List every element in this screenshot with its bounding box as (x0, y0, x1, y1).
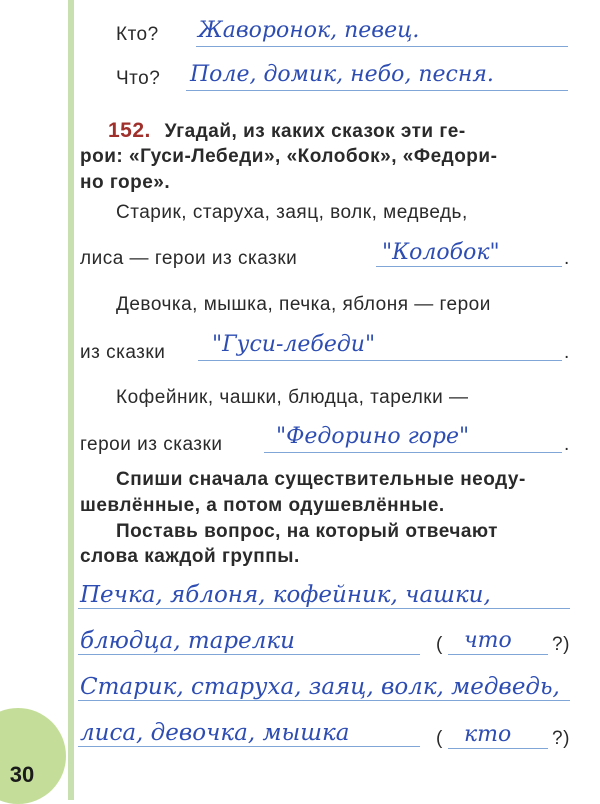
handwritten-line: лиса, девочка, мышка (80, 720, 350, 746)
exercise-number: 152. (108, 119, 151, 142)
task-line: но горе». (80, 172, 171, 193)
question-answer-who: кто (464, 722, 512, 747)
fairy-tale-answer: "Федорино горе" (276, 424, 470, 449)
answer-line (376, 266, 562, 267)
sentence-end: . (564, 434, 570, 455)
question-who-label: Кто? (116, 24, 159, 45)
sentence-end: . (564, 248, 570, 269)
writing-line (448, 654, 548, 655)
sentence-text: Девочка, мышка, печка, яблоня — герои (116, 294, 491, 315)
answer-line (264, 452, 562, 453)
sentence-text: лиса — герои из сказки (80, 248, 298, 269)
answer-line (196, 46, 568, 47)
answer-line (198, 360, 562, 361)
instruction-text: Спиши сначала существительные неоду- (116, 469, 526, 490)
question-paren-open: ( (436, 634, 443, 655)
answer-what: Поле, домик, небо, песня. (190, 62, 494, 87)
exercise-heading (108, 119, 466, 143)
page-number: 30 (9, 762, 35, 787)
sentence-text: Старик, старуха, заяц, волк, медведь, (116, 202, 468, 223)
handwritten-line: Старик, старуха, заяц, волк, медведь, (80, 674, 560, 700)
task-line: Угадай, из каких сказок эти ге- (164, 121, 466, 142)
instruction-text: шевлённые, а потом одушевлённые. (80, 495, 445, 516)
fairy-tale-answer: "Колобок" (382, 240, 500, 265)
question-paren-close: ?) (552, 634, 570, 655)
answer-line (186, 90, 568, 91)
handwritten-line: Печка, яблоня, кофейник, чашки, (80, 582, 491, 608)
fairy-tale-answer: "Гуси-лебеди" (212, 332, 376, 357)
question-paren-open: ( (436, 728, 443, 749)
writing-line (78, 654, 420, 655)
sentence-text: из сказки (80, 342, 166, 363)
writing-line (78, 746, 420, 747)
question-what-label: Что? (116, 68, 161, 89)
task-line: рои: «Гуси-Лебеди», «Колобок», «Федори- (80, 146, 498, 167)
margin-line (68, 0, 74, 800)
answer-who: Жаворонок, певец. (198, 18, 420, 43)
sentence-text: Кофейник, чашки, блюдца, тарелки — (116, 387, 469, 408)
handwritten-line: блюдца, тарелки (80, 628, 295, 654)
writing-line (448, 748, 548, 749)
question-answer-what: что (464, 628, 512, 653)
instruction-text: Поставь вопрос, на который отвечают (116, 521, 498, 542)
sentence-end: . (564, 342, 570, 363)
instruction-text: слова каждой группы. (80, 546, 300, 567)
question-paren-close: ?) (552, 728, 570, 749)
writing-line (78, 608, 570, 609)
sentence-text: герои из сказки (80, 434, 223, 455)
writing-line (78, 700, 570, 701)
